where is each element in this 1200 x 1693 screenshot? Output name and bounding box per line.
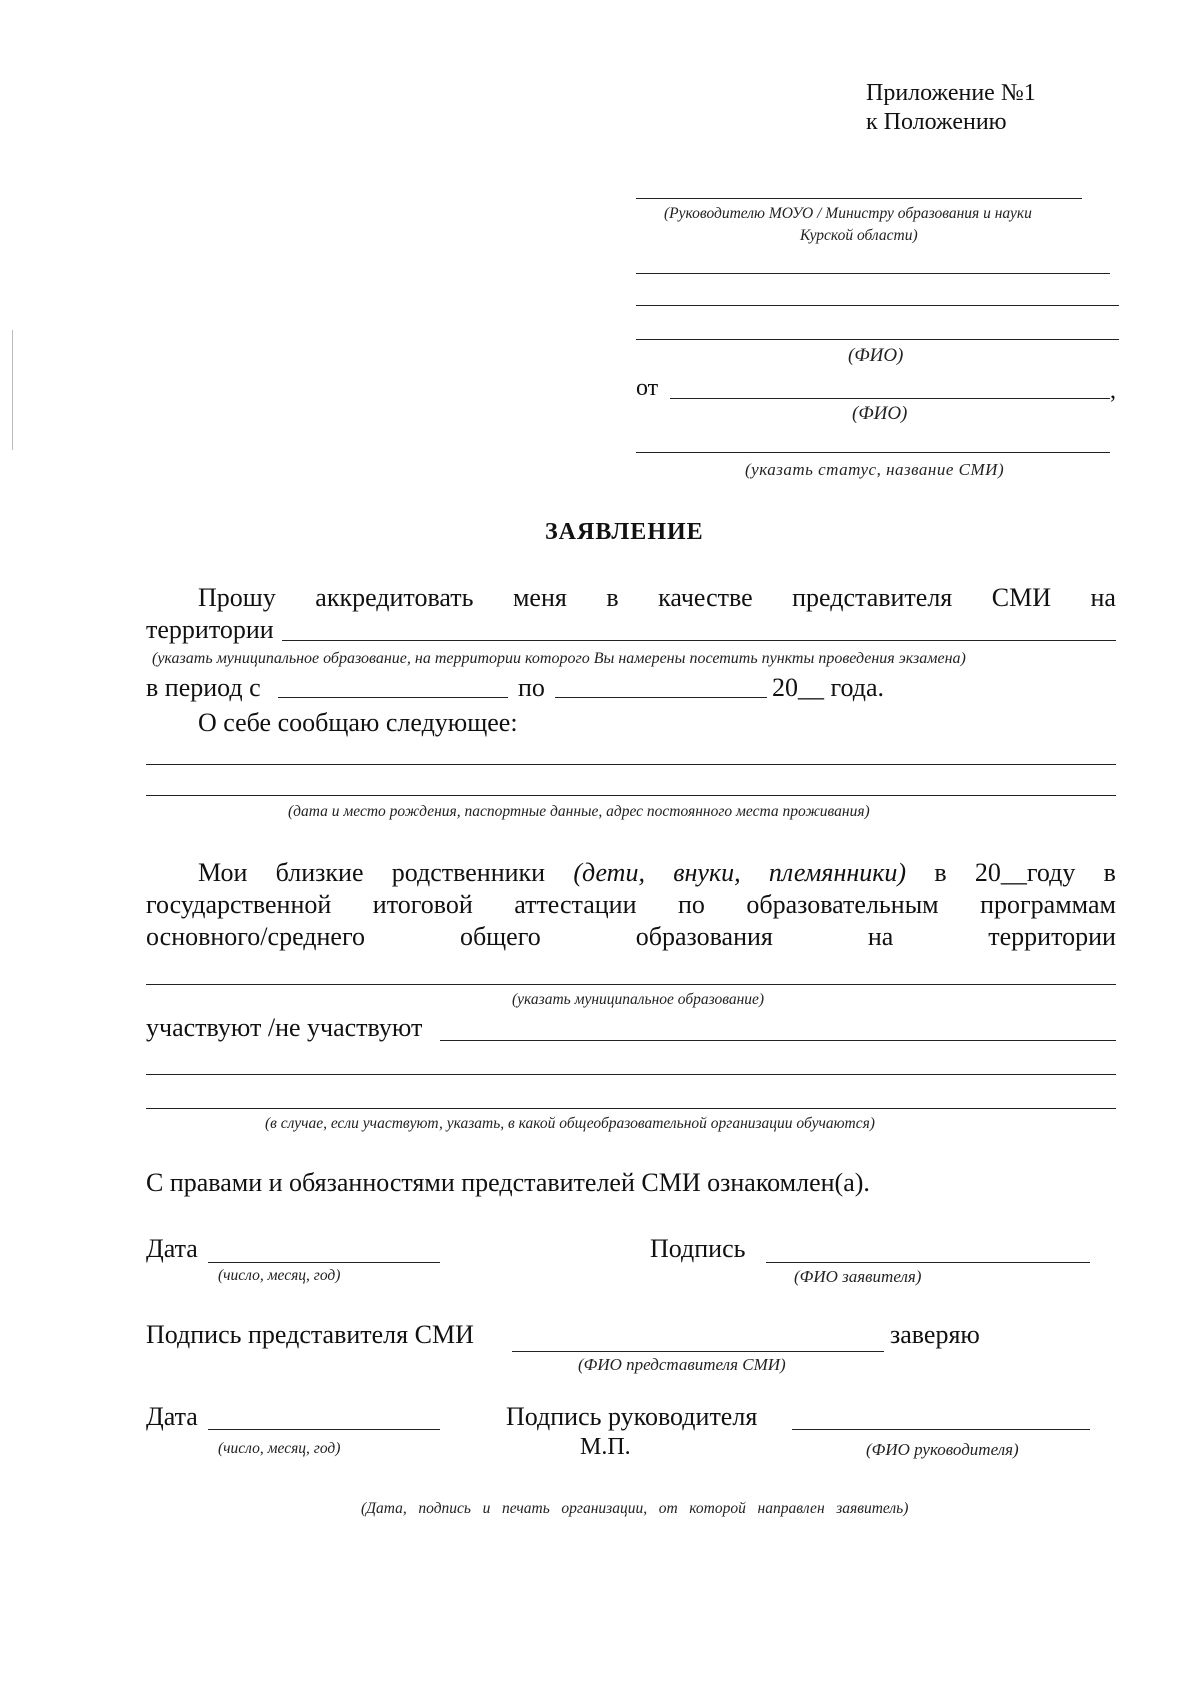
applicant-line-2[interactable] bbox=[636, 305, 1119, 306]
appendix-number: Приложение №1 bbox=[866, 80, 1036, 106]
territory-line[interactable] bbox=[282, 640, 1116, 641]
school-note: (в случае, если участвуют, указать, в какой общеобразовательной организации обучаются) bbox=[265, 1115, 875, 1132]
from-fio-line[interactable] bbox=[670, 398, 1110, 399]
word: аттестации bbox=[514, 890, 637, 919]
word: качестве bbox=[658, 583, 753, 612]
period-to-line[interactable] bbox=[555, 697, 767, 698]
date-note: (число, месяц, год) bbox=[218, 1267, 341, 1284]
participate-line-1[interactable] bbox=[440, 1040, 1116, 1041]
recipient-line[interactable] bbox=[636, 198, 1082, 199]
head-signature-label: Подпись руководителя bbox=[506, 1402, 758, 1431]
word: 20__году bbox=[974, 858, 1076, 887]
status-line[interactable] bbox=[636, 452, 1110, 453]
word: территории bbox=[988, 922, 1116, 951]
date-note-2: (число, месяц, год) bbox=[218, 1440, 341, 1457]
period-from-label: в период с bbox=[146, 673, 261, 702]
word: Прошу bbox=[198, 583, 276, 612]
recipient-note-2: Курской области) bbox=[800, 227, 918, 244]
acknowledgement-text: С правами и обязанностями представителей СМИ ознакомлен(а). bbox=[146, 1168, 870, 1197]
word: образовательным bbox=[746, 890, 939, 919]
word: образования bbox=[635, 922, 773, 951]
head-note: (ФИО руководителя) bbox=[866, 1440, 1019, 1459]
word: (дети, bbox=[573, 858, 645, 887]
word: Мои bbox=[198, 858, 248, 887]
participate-line-2[interactable] bbox=[146, 1074, 1116, 1075]
word: близкие bbox=[275, 858, 364, 887]
applicant-line-1[interactable] bbox=[636, 273, 1110, 274]
scan-edge-mark bbox=[12, 330, 13, 450]
request-paragraph-line bbox=[198, 583, 1116, 613]
period-to-label: по bbox=[518, 673, 545, 702]
relatives-line-2 bbox=[146, 890, 1116, 920]
media-rep-note: (ФИО представителя СМИ) bbox=[578, 1355, 786, 1374]
applicant-signature-line[interactable] bbox=[766, 1262, 1090, 1263]
personal-data-line-1[interactable] bbox=[146, 764, 1116, 765]
date-line-2[interactable] bbox=[208, 1429, 440, 1430]
word: программам bbox=[980, 890, 1116, 919]
head-signature-line[interactable] bbox=[792, 1429, 1090, 1430]
footer-note: (Дата, подпись и печать организации, от которой направлен заявитель) bbox=[361, 1500, 909, 1517]
certify-label: заверяю bbox=[890, 1320, 980, 1349]
word: меня bbox=[512, 583, 567, 612]
applicant-note: (ФИО заявителя) bbox=[794, 1267, 922, 1286]
participate-label: участвуют /не участвуют bbox=[146, 1013, 423, 1042]
date-label: Дата bbox=[146, 1234, 198, 1263]
period-year: 20__ года. bbox=[772, 673, 885, 702]
date-label-2: Дата bbox=[146, 1402, 198, 1431]
word: племянники) bbox=[768, 858, 907, 887]
fio-note-2: (ФИО) bbox=[852, 403, 908, 424]
about-self-label: О себе сообщаю следующее: bbox=[198, 708, 518, 737]
word: государственной bbox=[146, 890, 332, 919]
status-note: (указать статус, название СМИ) bbox=[745, 460, 1005, 479]
word: СМИ bbox=[991, 583, 1052, 612]
word: в bbox=[934, 858, 947, 887]
word: на bbox=[867, 922, 894, 951]
municipality-short-note: (указать муниципальное образование) bbox=[512, 991, 765, 1008]
relatives-municipality-line[interactable] bbox=[146, 984, 1116, 985]
regulation-reference: к Положению bbox=[866, 109, 1007, 135]
word: аккредитовать bbox=[315, 583, 474, 612]
word: представителя bbox=[792, 583, 953, 612]
document-title: ЗАЯВЛЕНИЕ bbox=[545, 519, 704, 545]
word: в bbox=[1103, 858, 1116, 887]
word: внуки, bbox=[673, 858, 741, 887]
period-from-line[interactable] bbox=[278, 697, 508, 698]
word: итоговой bbox=[372, 890, 473, 919]
seal-label: М.П. bbox=[580, 1434, 631, 1460]
date-line[interactable] bbox=[208, 1262, 440, 1263]
word: на bbox=[1090, 583, 1116, 612]
word: по bbox=[677, 890, 705, 919]
relatives-line-1 bbox=[198, 858, 1116, 888]
personal-data-line-2[interactable] bbox=[146, 795, 1116, 796]
fio-note-1: (ФИО) bbox=[848, 345, 904, 366]
municipality-note: (указать муниципальное образование, на территории которого Вы намерены посетить пункты проведения экзамена) bbox=[152, 650, 966, 667]
from-label: от bbox=[636, 375, 659, 401]
word: в bbox=[606, 583, 619, 612]
from-comma: , bbox=[1110, 378, 1116, 404]
relatives-line-3 bbox=[146, 922, 1116, 952]
applicant-line-3[interactable] bbox=[636, 339, 1119, 340]
personal-data-note: (дата и место рождения, паспортные данные, адрес постоянного места проживания) bbox=[288, 803, 870, 820]
word: родственники bbox=[391, 858, 546, 887]
participate-line-3[interactable] bbox=[146, 1108, 1116, 1109]
recipient-note-1: (Руководителю МОУО / Министру образования и науки bbox=[664, 205, 1032, 222]
signature-label: Подпись bbox=[650, 1234, 746, 1263]
territory-label: территории bbox=[146, 615, 274, 644]
word: общего bbox=[459, 922, 541, 951]
media-rep-signature-line[interactable] bbox=[512, 1351, 884, 1352]
word: основного/среднего bbox=[146, 922, 365, 951]
media-rep-signature-label: Подпись представителя СМИ bbox=[146, 1320, 474, 1349]
